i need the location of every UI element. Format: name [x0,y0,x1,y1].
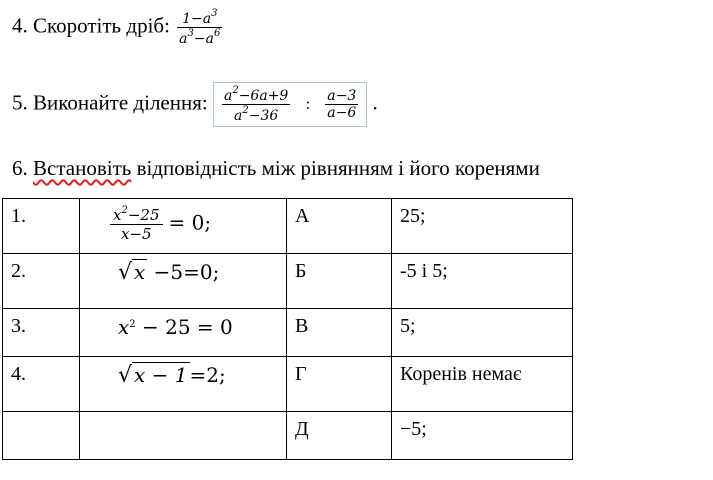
equation-4-rest: =2; [189,363,226,387]
equation-cell [80,254,287,309]
task-4-numerator: 1−a [182,11,212,27]
answer-value: -5 і 5; [392,254,573,309]
equation-3-rest: − 25 = 0 [135,315,233,339]
eq1-den: x−5 [120,225,152,243]
task-6-number: 6. [12,156,28,180]
table-row [3,309,573,357]
equation-cell [80,412,287,460]
t5-f2-num: a−3 [327,88,357,104]
answer-letter: Д [287,412,392,460]
equation-2-rest: −5=0; [147,260,220,284]
row-number: 3. [3,309,80,357]
equation-1-fraction [110,205,163,243]
answer-value: 25; [392,199,573,254]
t5-f1-den-exp: 2 [242,105,249,116]
task-6 [12,156,540,181]
t5-f1-num-rest: −6a+9 [238,88,289,104]
equation-cell [80,199,287,254]
eq3-x: x [118,315,130,339]
task-5-fraction-2 [325,88,358,121]
task-4-num-exponent: 3 [211,8,218,19]
table-row [3,199,573,254]
eq4-radicand: x − 1 [134,363,188,387]
eq1-num-rest: −25 [127,206,160,224]
table-row [3,254,573,309]
row-number [3,412,80,460]
row-number: 4. [3,357,80,412]
sqrt-icon: √ x − 1 [118,363,188,388]
task-4 [12,8,224,47]
eq1-num-exp: 2 [121,205,128,216]
task-5-label: 5. Виконайте ділення: [12,90,208,115]
equation-1-rhs: = 0; [168,210,212,235]
task-5-expression [213,82,367,127]
table-row [3,357,573,412]
task-4-den-b-exponent: 6 [213,28,221,39]
task-4-fraction [177,8,222,47]
eq2-radicand: x [134,260,146,284]
t5-f1-num-exp: 2 [232,85,239,96]
answer-letter: А [287,199,392,254]
division-operator: : [305,96,311,114]
row-number: 2. [3,254,80,309]
eq3-exp: 2 [129,319,136,330]
task-4-label: 4. Скоротіть дріб: [12,13,170,38]
answer-letter: Б [287,254,392,309]
task-5-fraction-1 [222,85,290,124]
t5-f1-den-rest: −36 [248,108,279,124]
answer-value: −5; [392,412,573,460]
task-5 [12,82,378,127]
sqrt-icon: √ x [118,260,146,285]
equation-cell [80,357,287,412]
task-5-period: . [372,90,378,115]
task-4-den-a: a [179,31,188,47]
answer-value: Коренів немає [392,357,573,412]
equation-cell [80,309,287,357]
eq1-num-x: x [113,206,122,224]
t5-f1-num-a: a [223,88,233,104]
table-row [3,412,573,460]
row-number: 1. [3,199,80,254]
task-4-den-a-exponent: 3 [187,28,194,39]
task-6-label: відповідність між рівнянням і його коренями [131,156,540,180]
task-4-den-minus: −a [193,31,214,47]
matching-table [2,198,573,460]
answer-letter: В [287,309,392,357]
answer-value: 5; [392,309,573,357]
task-6-spellcheck-word: Встановіть [33,156,132,180]
answer-letter: Г [287,357,392,412]
t5-f2-den: a−6 [327,105,357,121]
t5-f1-den-a: a [234,108,243,124]
